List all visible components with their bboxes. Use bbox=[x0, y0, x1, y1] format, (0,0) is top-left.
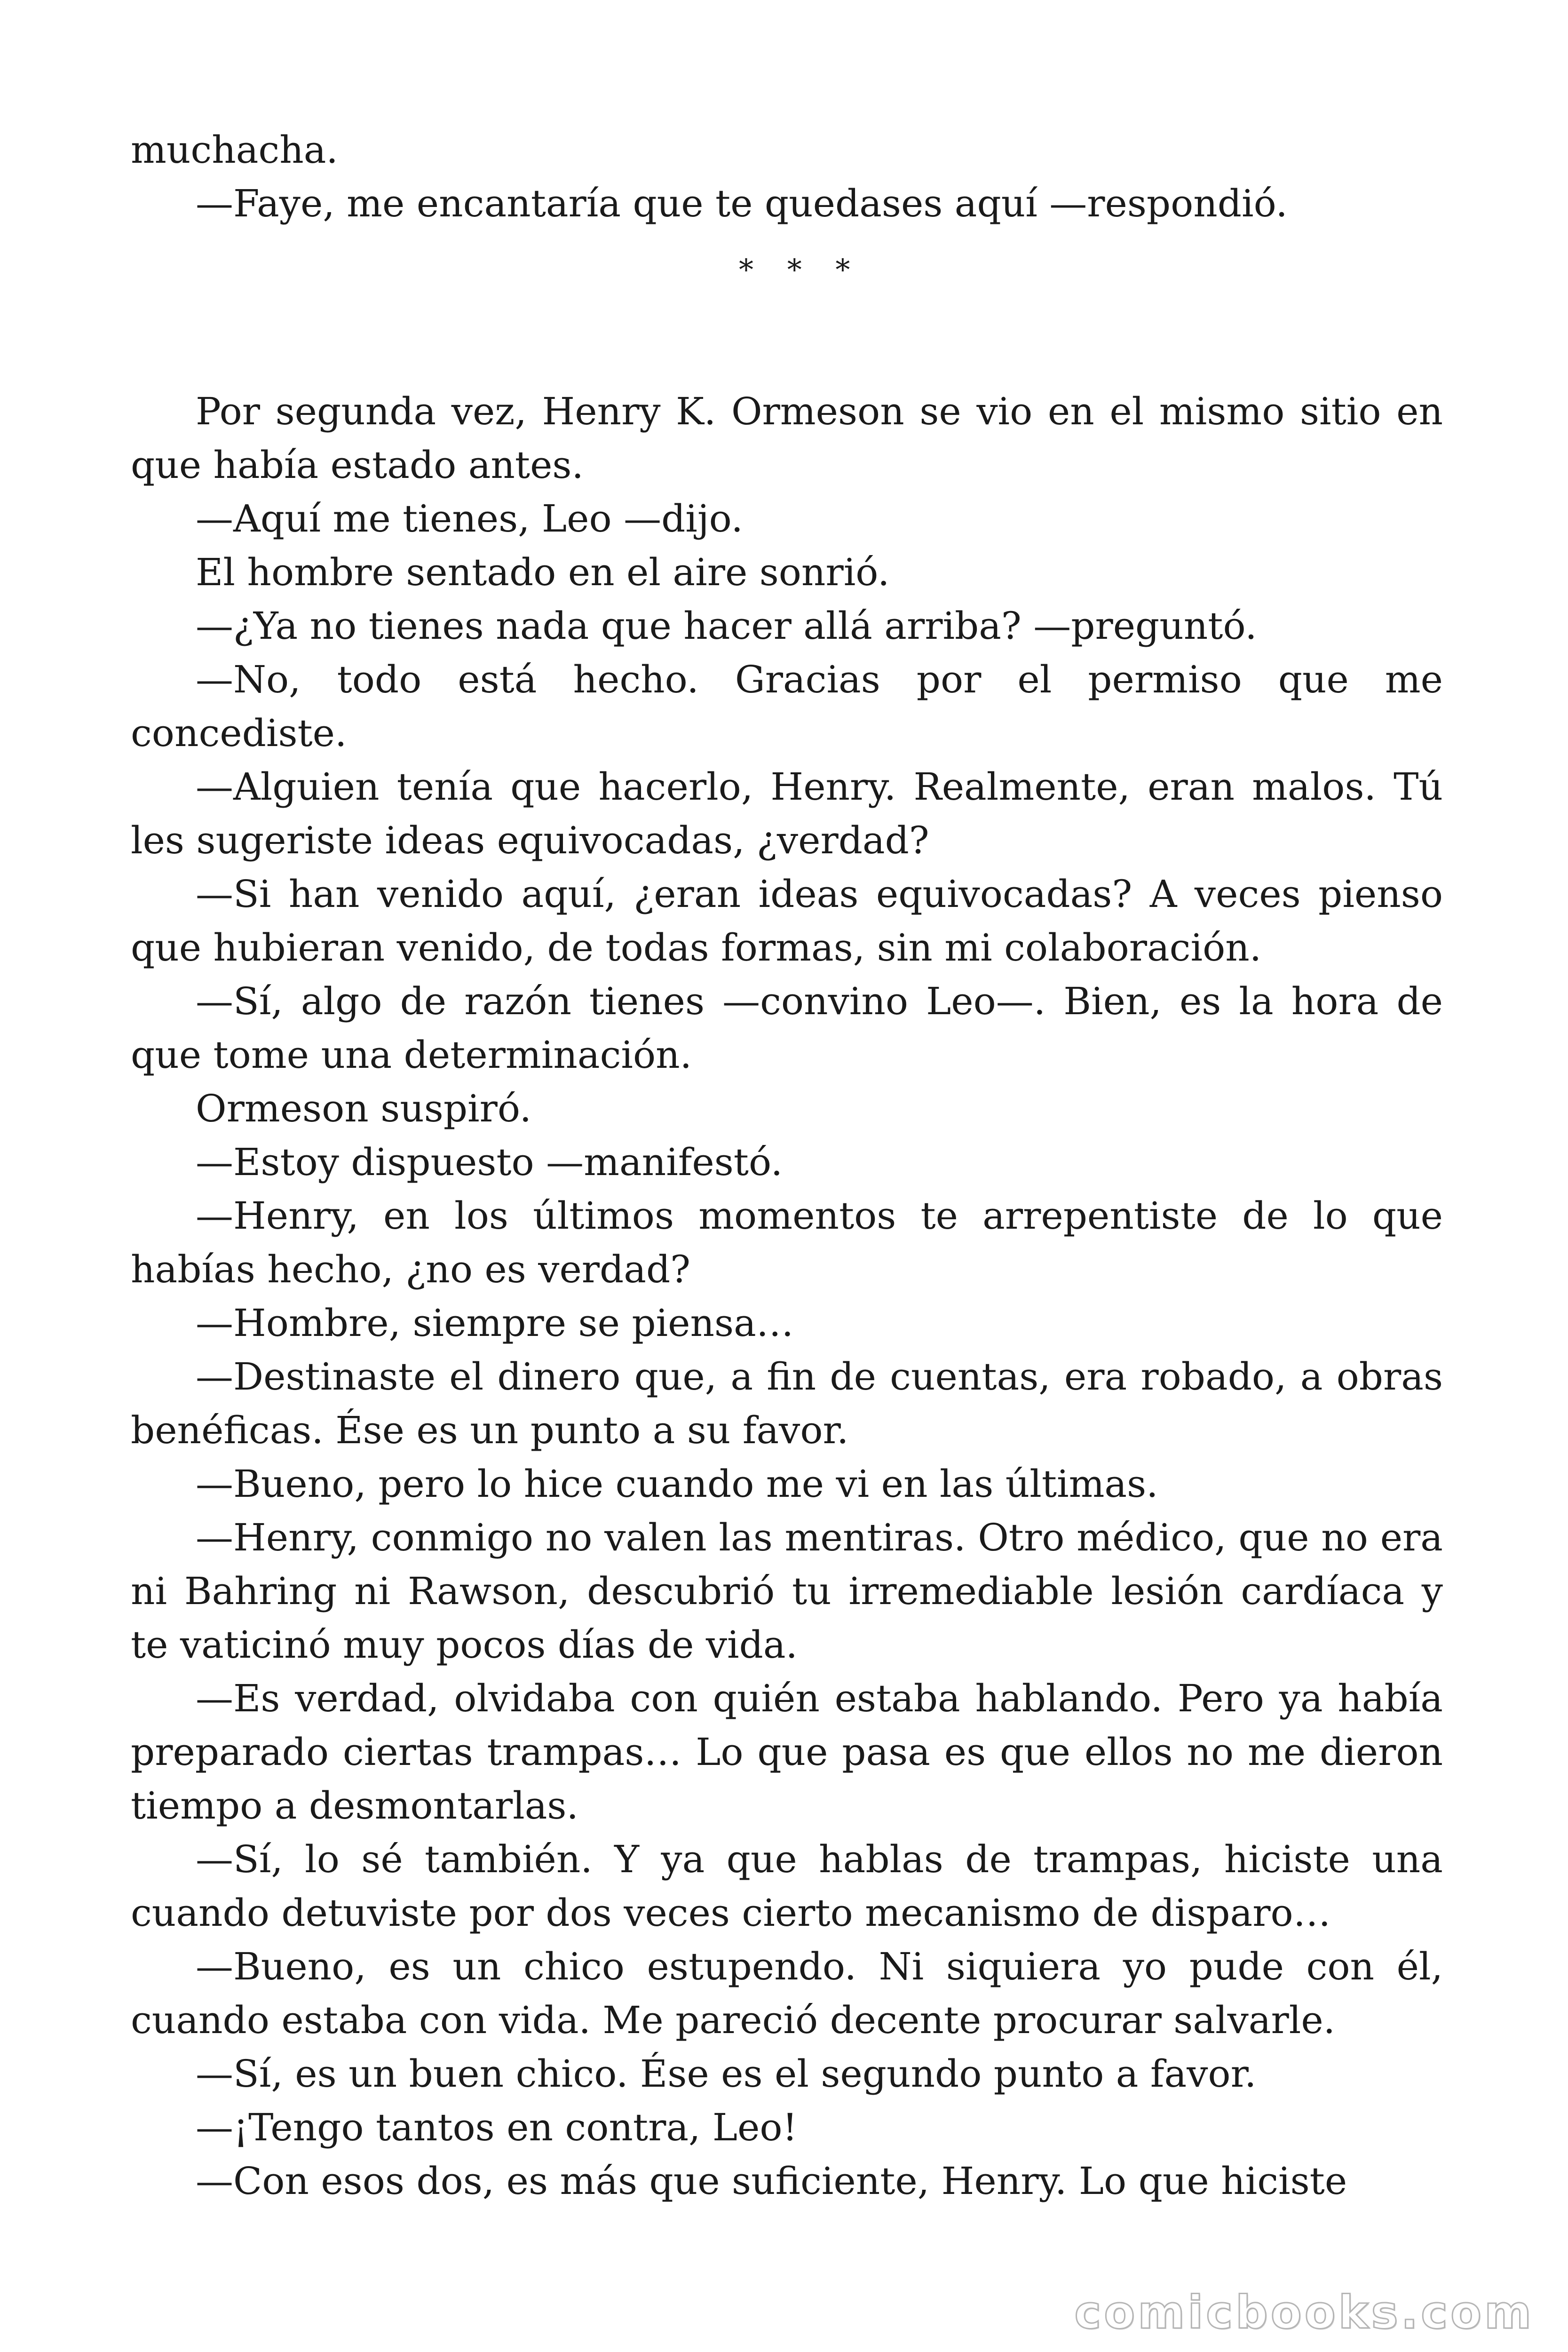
paragraph: —Sí, es un buen chico. Ése es el segundo punto a favor. bbox=[196, 2052, 1257, 2096]
paragraph: —Destinaste el dinero que, a fin de cuentas, era robado, a obras benéficas. Ése es un punto a su favor. bbox=[131, 1355, 1443, 1452]
paragraph: —Bueno, pero lo hice cuando me vi en las últimas. bbox=[196, 1462, 1158, 1506]
separator-asterisks: * * * bbox=[739, 253, 863, 287]
paragraph: muchacha. bbox=[131, 128, 338, 172]
paragraph: —Sí, lo sé también. Y ya que hablas de trampas, hiciste una cuando detuviste por dos veces cierto mecanismo de disparo… bbox=[131, 1837, 1443, 1935]
paragraph: —No, todo está hecho. Gracias por el permiso que me concediste. bbox=[131, 658, 1443, 755]
section-separator bbox=[131, 230, 1443, 385]
paragraph: —Sí, algo de razón tienes —convino Leo—. Bien, es la hora de que tome una determinación. bbox=[131, 979, 1443, 1077]
paragraph: —Si han venido aquí, ¿eran ideas equivocadas? A veces pienso que hubieran venido, de todas formas, sin mi colaboración. bbox=[131, 872, 1443, 969]
paragraph: —Henry, conmigo no valen las mentiras. Otro médico, que no era ni Bahring ni Rawson, descubrió tu irremediable lesión cardíaca y te vaticinó muy pocos días de vida. bbox=[131, 1516, 1443, 1667]
watermark-logo: comicbooks.com bbox=[1074, 2286, 1534, 2339]
paragraph: —Aquí me tienes, Leo —dijo. bbox=[196, 497, 743, 540]
page-body bbox=[131, 123, 1443, 2208]
paragraph: El hombre sentado en el aire sonrió. bbox=[196, 550, 890, 594]
paragraph: Por segunda vez, Henry K. Ormeson se vio en el mismo sitio en que había estado antes. bbox=[131, 389, 1443, 487]
paragraph: —Henry, en los últimos momentos te arrepentiste de lo que habías hecho, ¿no es verdad? bbox=[131, 1194, 1443, 1291]
paragraph: —¡Tengo tantos en contra, Leo! bbox=[196, 2106, 798, 2149]
paragraph: —Hombre, siempre se piensa… bbox=[196, 1301, 794, 1345]
paragraph: —Es verdad, olvidaba con quién estaba hablando. Pero ya había preparado ciertas trampas… Lo que pasa es que ellos no me dieron tiempo a desmontarlas. bbox=[131, 1677, 1443, 1828]
paragraph: —Faye, me encantaría que te quedases aquí —respondió. bbox=[196, 182, 1288, 225]
paragraph: —Con esos dos, es más que suficiente, Henry. Lo que hiciste bbox=[196, 2159, 1347, 2203]
paragraph: Ormeson suspiró. bbox=[196, 1087, 532, 1130]
paragraph: —Estoy dispuesto —manifestó. bbox=[196, 1140, 783, 1184]
paragraph: —Bueno, es un chico estupendo. Ni siquiera yo pude con él, cuando estaba con vida. Me pareció decente procurar salvarle. bbox=[131, 1945, 1443, 2042]
paragraph: —Alguien tenía que hacerlo, Henry. Realmente, eran malos. Tú les sugeriste ideas equivocadas, ¿verdad? bbox=[131, 765, 1443, 862]
paragraph: —¿Ya no tienes nada que hacer allá arriba? —preguntó. bbox=[196, 604, 1257, 648]
